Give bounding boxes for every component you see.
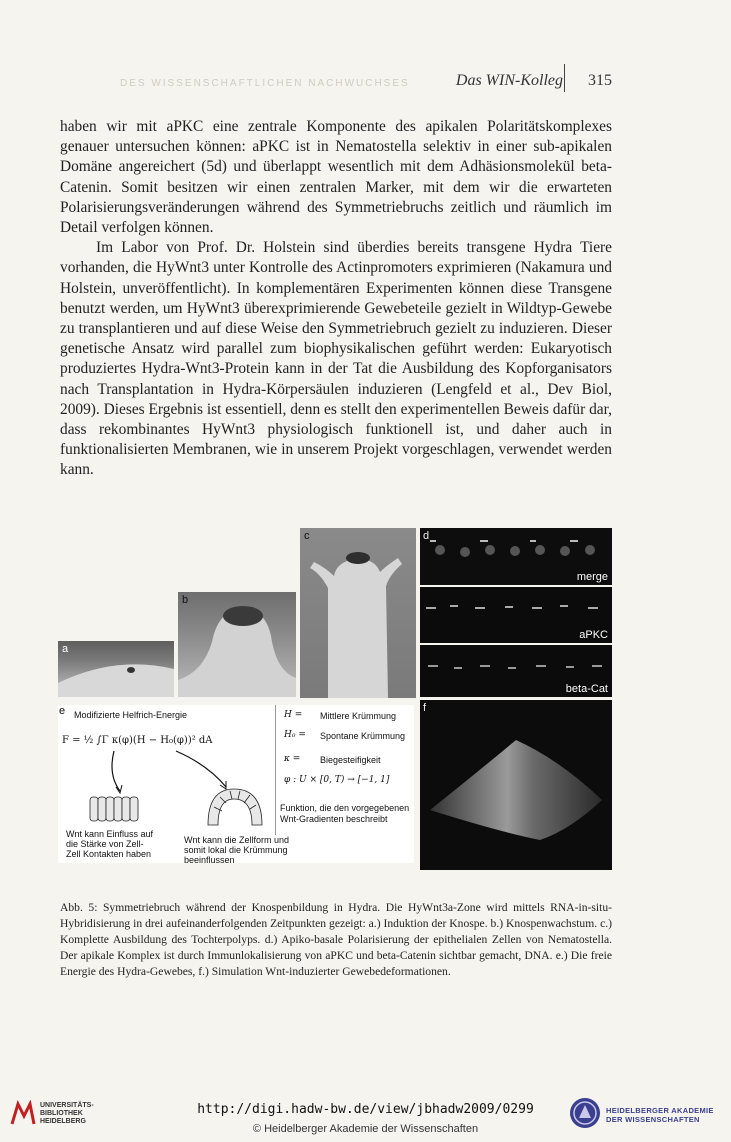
e-def-sym-1: H = bbox=[284, 710, 303, 720]
e-divider bbox=[275, 705, 276, 835]
body-text bbox=[60, 117, 612, 481]
panel-label-f: f bbox=[423, 702, 427, 714]
e-def-desc-2: Spontane Krümmung bbox=[320, 731, 406, 741]
page-header bbox=[0, 70, 731, 94]
e-formula: F = ½ ∫Γ κ(φ)(H − H₀(φ))² dA bbox=[62, 735, 213, 746]
e-def-sym-2: H₀ = bbox=[284, 730, 306, 740]
hadw-line-2: DER WISSENSCHAFTEN bbox=[606, 1115, 700, 1124]
hadw-logo-text bbox=[606, 1106, 714, 1124]
e-left-note-3: Zell Kontakten haben bbox=[66, 849, 152, 859]
copyright: © Heidelberger Akademie der Wissenschaften bbox=[252, 1123, 479, 1135]
panel-label-e: e bbox=[59, 705, 66, 717]
page-number: 315 bbox=[588, 72, 612, 89]
running-title: Das WIN-Kolleg bbox=[455, 72, 563, 89]
e-def-desc-1: Mittlere Krümmung bbox=[320, 711, 397, 721]
page-footer bbox=[0, 1090, 731, 1142]
e-right-note-3: beeinflussen bbox=[184, 855, 235, 865]
e-right-note-2: somit lokal die Krümmung bbox=[184, 845, 288, 855]
e-title: Modifizierte Helfrich-Energie bbox=[74, 710, 188, 720]
header-divider bbox=[564, 64, 565, 92]
e-right-note-1: Wnt kann die Zellform und bbox=[184, 835, 290, 845]
panel-label-b: b bbox=[182, 594, 189, 606]
e-phi-desc-1: Funktion, die den vorgegebenen bbox=[280, 803, 410, 813]
panel-label-c: c bbox=[304, 530, 310, 542]
figure-panel-d-merge bbox=[420, 528, 612, 585]
figure-caption bbox=[60, 900, 612, 980]
ub-line-2: BIBLIOTHEK bbox=[40, 1110, 83, 1117]
digi-url-link[interactable]: http://digi.hadw-bw.de/view/jbhadw2009/0299 bbox=[197, 1102, 534, 1117]
ghost-bleedthrough-text: DES WISSENSCHAFTLICHEN NACHWUCHSES bbox=[120, 78, 410, 89]
e-left-note-1: Wnt kann Einfluss auf bbox=[66, 829, 154, 839]
ub-line-3: HEIDELBERG bbox=[40, 1118, 86, 1125]
figure-panel-f bbox=[420, 700, 612, 870]
e-left-note-2: die Stärke von Zell- bbox=[66, 839, 144, 849]
e-phi: φ : U × [0, T) → [−1, 1] bbox=[284, 775, 390, 785]
d-label-merge: merge bbox=[576, 571, 608, 583]
figure-panel-a bbox=[58, 641, 174, 697]
ub-line-1: UNIVERSITÄTS- bbox=[40, 1102, 94, 1109]
e-phi-desc-2: Wnt-Gradienten beschreibt bbox=[280, 814, 388, 824]
figure-panel-b bbox=[178, 592, 296, 697]
panel-label-a: a bbox=[62, 643, 69, 655]
figure-panel-d-betacat bbox=[420, 645, 612, 697]
figure-panel-c bbox=[300, 528, 416, 698]
hadw-logo-icon bbox=[568, 1096, 602, 1130]
hadw-line-1: HEIDELBERGER AKADEMIE bbox=[606, 1106, 714, 1115]
figure-panel-e bbox=[58, 705, 414, 863]
e-def-sym-3: κ = bbox=[284, 754, 301, 764]
d-label-betacat: beta-Cat bbox=[565, 683, 608, 695]
e-cell-diagrams bbox=[58, 745, 274, 831]
e-def-desc-3: Biegesteifigkeit bbox=[320, 755, 381, 765]
figure-panel-d-apkc bbox=[420, 587, 612, 643]
d-label-apkc: aPKC bbox=[579, 629, 608, 641]
panel-label-d: d bbox=[423, 530, 430, 542]
paragraph-2: Im Labor von Prof. Dr. Holstein sind überdies bereits transgene Hydra Tiere vorhanden, die HyWnt3 unter Kontrolle des Actinpromoters exprimieren (Nakamura und Holstein, unveröffentlicht). In komplementären Experimenten können diese Transgene benutzt werden, um HyWnt3 überexprimierende Gewebeteile gezielt in Wildtyp-Gewebe zu transplantieren und auf diese Weise den Symmetriebruch gezielt zu induzieren. Dieser genetische Ansatz wird parallel zum biophysikalischen geführt werden: Eukaryotisch produziertes Hydra-Wnt3-Protein kann in der Tat die Ausbildung des Kopforganisators nach Transplantation in Hydra-Körpersäulen induzieren (Lengfeld et al., Dev Biol, 2009). Dieses Ergebnis ist essentiell, denn es stellt den experimentellen Beweis dafür dar, dass rekombinantes HyWnt3 physiologisch funktionell ist, und daher auch in funktionalisierten Membranen, wie in unserem Projekt vorgeschlagen, verwendet werden kann. bbox=[60, 239, 612, 479]
caption-text: Abb. 5: Symmetriebruch während der Knospenbildung in Hydra. Die HyWnt3a-Zone wird mittels RNA-in-situ-Hybridisierung in drei aufeinanderfolgenden Zeitpunkten gezeigt: a.) Induktion der Knospe. b.) Knospenwachstum. c.) Komplette Ausbildung des Tochterpolyps. d.) Apiko-basale Polarisierung der epithelialen Zellen von Nematostella. Der apikale Komplex ist durch Immunlokalisierung von aPKC und beta-Catenin sichtbar gemacht, DNA. e.) Die freie Energie des Hydra-Gewebes, f.) Simulation Wnt-induzierter Gewebedeformationen. bbox=[60, 901, 612, 978]
paragraph-1: haben wir mit aPKC eine zentrale Komponente des apikalen Polaritätskomplexes genauer untersuchen können: aPKC ist in Nematostella selektiv in einer sub-apikalen Domäne angereichert (5d) und überlappt wesentlich mit dem Adhäsionsmolekül beta-Catenin. Somit besitzen wir einen zentralen Marker, mit dem wir die erwarteten Polarisierungsveränderungen während des Symmetriebruchs zeitlich und räumlich im Detail verfolgen können. bbox=[60, 118, 612, 237]
